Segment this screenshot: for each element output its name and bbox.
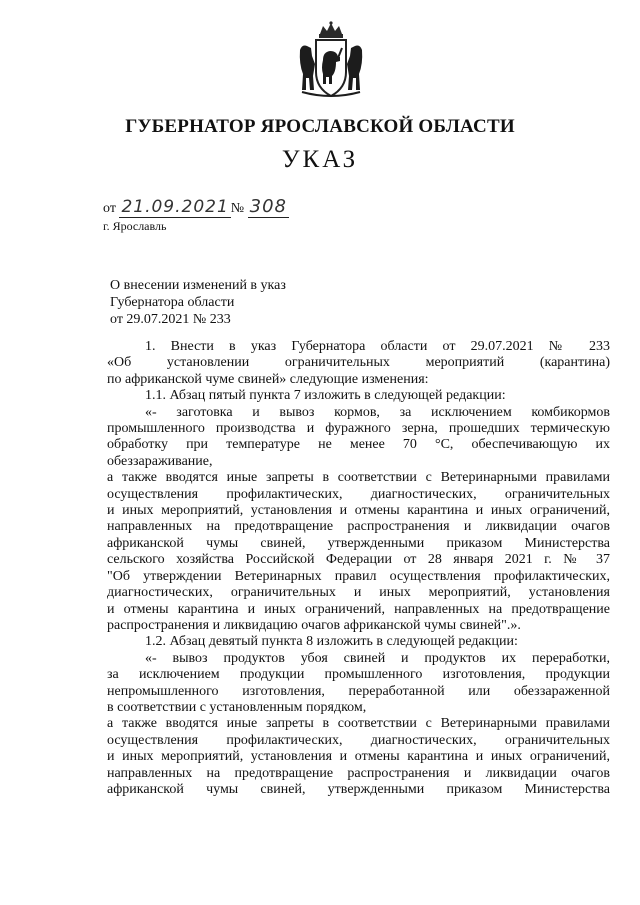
body-line: и отмены карантина и иных ограничений, направленных на предотвращение bbox=[107, 601, 610, 617]
issuer-title: ГУБЕРНАТОР ЯРОСЛАВСКОЙ ОБЛАСТИ bbox=[125, 116, 515, 137]
subject-block bbox=[110, 277, 286, 328]
handwritten-number: 308 bbox=[249, 196, 287, 217]
body-line: «Об установлении ограничительных мероприятий (карантина) bbox=[107, 355, 610, 371]
document-type: УКАЗ bbox=[281, 146, 359, 173]
number-sign: № bbox=[230, 201, 245, 216]
body-line: африканской чумы свиней, утвержденными приказом Министерства bbox=[107, 781, 610, 797]
body-line: промышленного производства и фуражного зерна, прошедших термическую bbox=[107, 421, 610, 437]
body-line: "Об утверждении Ветеринарных правил осуществления профилактических, bbox=[107, 568, 610, 584]
subject-line: О внесении изменений в указ bbox=[110, 278, 286, 293]
body-line: 1.2. Абзац девятый пункта 8 изложить в следующей редакции: bbox=[145, 634, 518, 650]
body-line: за исключением продукции промышленного изготовления, продукции bbox=[107, 667, 610, 683]
body-line: и иных мероприятий, установления и отмены карантина и иных ограничений, bbox=[107, 503, 610, 519]
body-line: направленных на предотвращение распространения и ликвидации очагов bbox=[107, 519, 610, 535]
body-line: «- вывоз продуктов убоя свиней и продуктов их переработки, bbox=[145, 650, 610, 666]
body-line: осуществления профилактических, диагностических, ограничительных bbox=[107, 486, 610, 502]
body-line: распространения и ликвидацию очагов африканской чумы свиней".». bbox=[107, 617, 521, 633]
body-line: «- заготовка и вывоз кормов, за исключением комбикормов bbox=[145, 404, 610, 420]
handwritten-date: 21.09.2021 bbox=[121, 197, 229, 217]
body-line: сельского хозяйства Российской Федерации от 28 января 2021 г. № 37 bbox=[107, 552, 610, 568]
body-line: обеззараживание, bbox=[107, 453, 213, 469]
body-line: и иных мероприятий, установления и отмены карантина и иных ограничений, bbox=[107, 749, 610, 765]
body-line: по африканской чуме свиней» следующие изменения: bbox=[107, 371, 429, 387]
body-line: направленных на предотвращение распространения и ликвидации очагов bbox=[107, 765, 610, 781]
body-line: непромышленного изготовления, переработанной или обеззараженной bbox=[107, 683, 610, 699]
body-line: а также вводятся иные запреты в соответствии с Ветеринарными правилами bbox=[107, 470, 610, 486]
body-line: осуществления профилактических, диагностических, ограничительных bbox=[107, 732, 610, 748]
body-line: диагностических, ограничительных и иных мероприятий, установления bbox=[107, 585, 610, 601]
body-line: обработку при температуре не менее 70 °С, обеспечивающую их bbox=[107, 437, 610, 453]
subject-line: от 29.07.2021 № 233 bbox=[110, 312, 231, 327]
city: г. Ярославль bbox=[103, 219, 167, 233]
body-line: 1. Внести в указ Губернатора области от 29.07.2021 № 233 bbox=[145, 339, 610, 354]
body-line: а также вводятся иные запреты в соответствии с Ветеринарными правилами bbox=[107, 716, 610, 732]
dateline bbox=[103, 196, 289, 217]
subject-line: Губернатора области bbox=[110, 295, 235, 310]
decree-body bbox=[107, 339, 610, 798]
date-prefix: от bbox=[103, 201, 116, 216]
body-line: африканской чумы свиней, утвержденными приказом Министерства bbox=[107, 535, 610, 551]
coat-of-arms-emblem bbox=[296, 20, 366, 102]
body-line: 1.1. Абзац пятый пункта 7 изложить в следующей редакции: bbox=[145, 388, 506, 404]
body-line: в соответствии с установленным порядком, bbox=[107, 699, 367, 715]
